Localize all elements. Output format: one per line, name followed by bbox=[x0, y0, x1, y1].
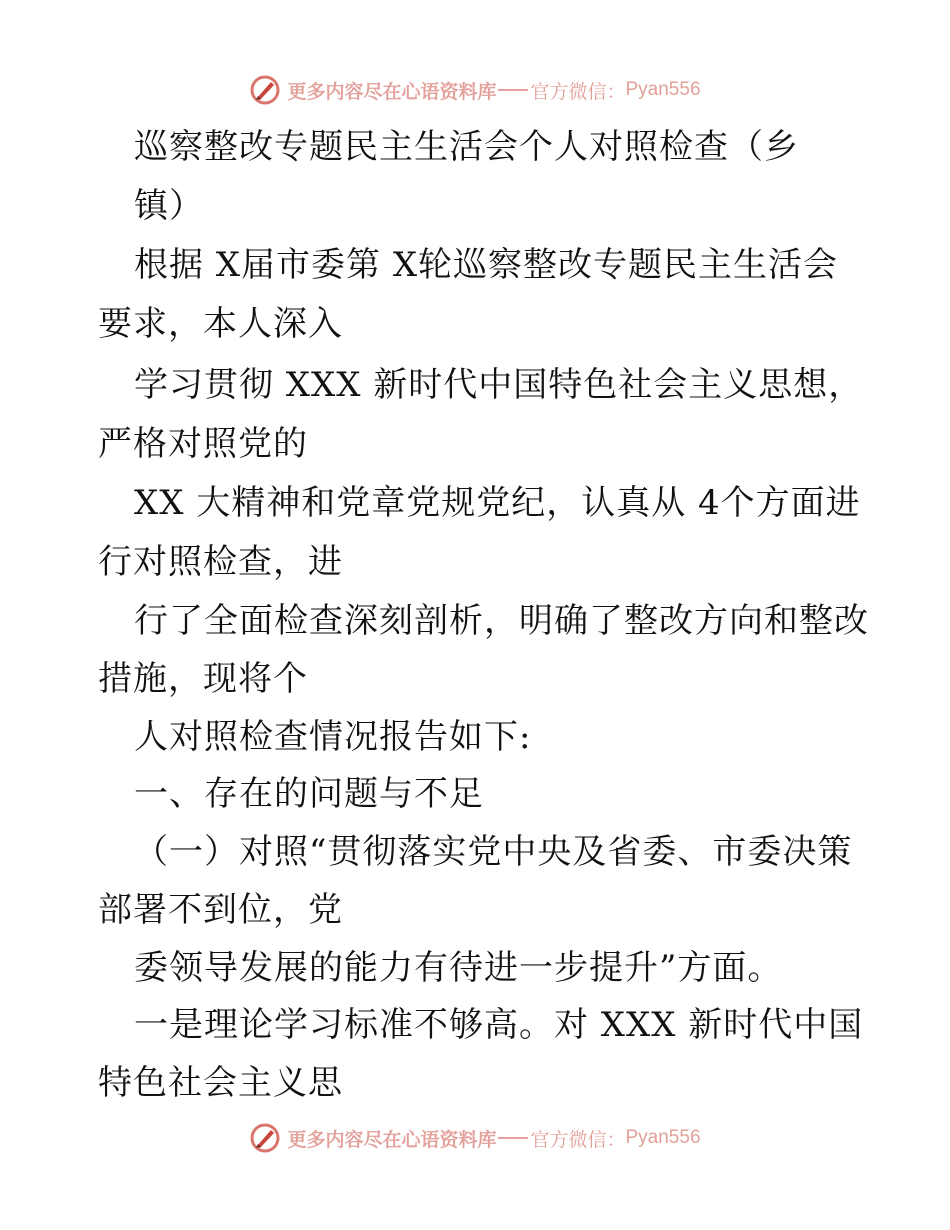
banner-divider bbox=[498, 89, 528, 91]
paragraph-line: 根据 X届市委第 X轮巡察整改专题民主生活会 bbox=[134, 245, 839, 285]
banner-site-text: 更多内容尽在心语资料库 bbox=[287, 80, 497, 103]
banner-wechat-label: 官方微信： bbox=[530, 1128, 626, 1151]
paragraph-line: 措施，现将个 bbox=[98, 659, 308, 699]
subsection-heading-line: 部署不到位，党 bbox=[98, 890, 343, 930]
subsection-heading-line: 委领导发展的能力有待进一步提升”方面。 bbox=[134, 948, 783, 988]
doc-title-line: 巡察整改专题民主生活会个人对照检查（乡 bbox=[134, 127, 799, 167]
footer-watermark-banner bbox=[0, 1118, 950, 1158]
banner-divider bbox=[498, 1137, 528, 1139]
paragraph-line: 要求，本人深入 bbox=[98, 304, 343, 344]
banner-wechat-id: Pyan556 bbox=[625, 1127, 701, 1148]
paragraph-line: XX 大精神和党章党规党纪，认真从 4个方面进 bbox=[134, 483, 861, 523]
subsection-heading-line: （一）对照“贯彻落实党中央及省委、市委决策 bbox=[134, 832, 853, 872]
paragraph-line: 行对照检查，进 bbox=[98, 542, 343, 582]
header-watermark-banner bbox=[0, 70, 950, 110]
banner-site-text: 更多内容尽在心语资料库 bbox=[287, 1128, 497, 1151]
paragraph-line: 学习贯彻 XXX 新时代中国特色社会主义思想， bbox=[134, 365, 864, 405]
doc-title-line: 镇） bbox=[134, 186, 204, 226]
paragraph-line: 人对照检查情况报告如下: bbox=[134, 717, 532, 757]
banner-wechat-label: 官方微信： bbox=[530, 80, 626, 103]
quill-pen-logo-icon bbox=[249, 1122, 281, 1154]
paragraph-line: 严格对照党的 bbox=[98, 424, 308, 464]
paragraph-line: 行了全面检查深刻剖析，明确了整改方向和整改 bbox=[134, 601, 869, 641]
quill-pen-logo-icon bbox=[249, 74, 281, 106]
banner-wechat-id: Pyan556 bbox=[625, 79, 701, 100]
paragraph-line: 特色社会主义思 bbox=[98, 1063, 343, 1103]
paragraph-line: 一是理论学习标准不够高。对 XXX 新时代中国 bbox=[134, 1005, 864, 1045]
section-heading: 一、存在的问题与不足 bbox=[134, 774, 484, 814]
